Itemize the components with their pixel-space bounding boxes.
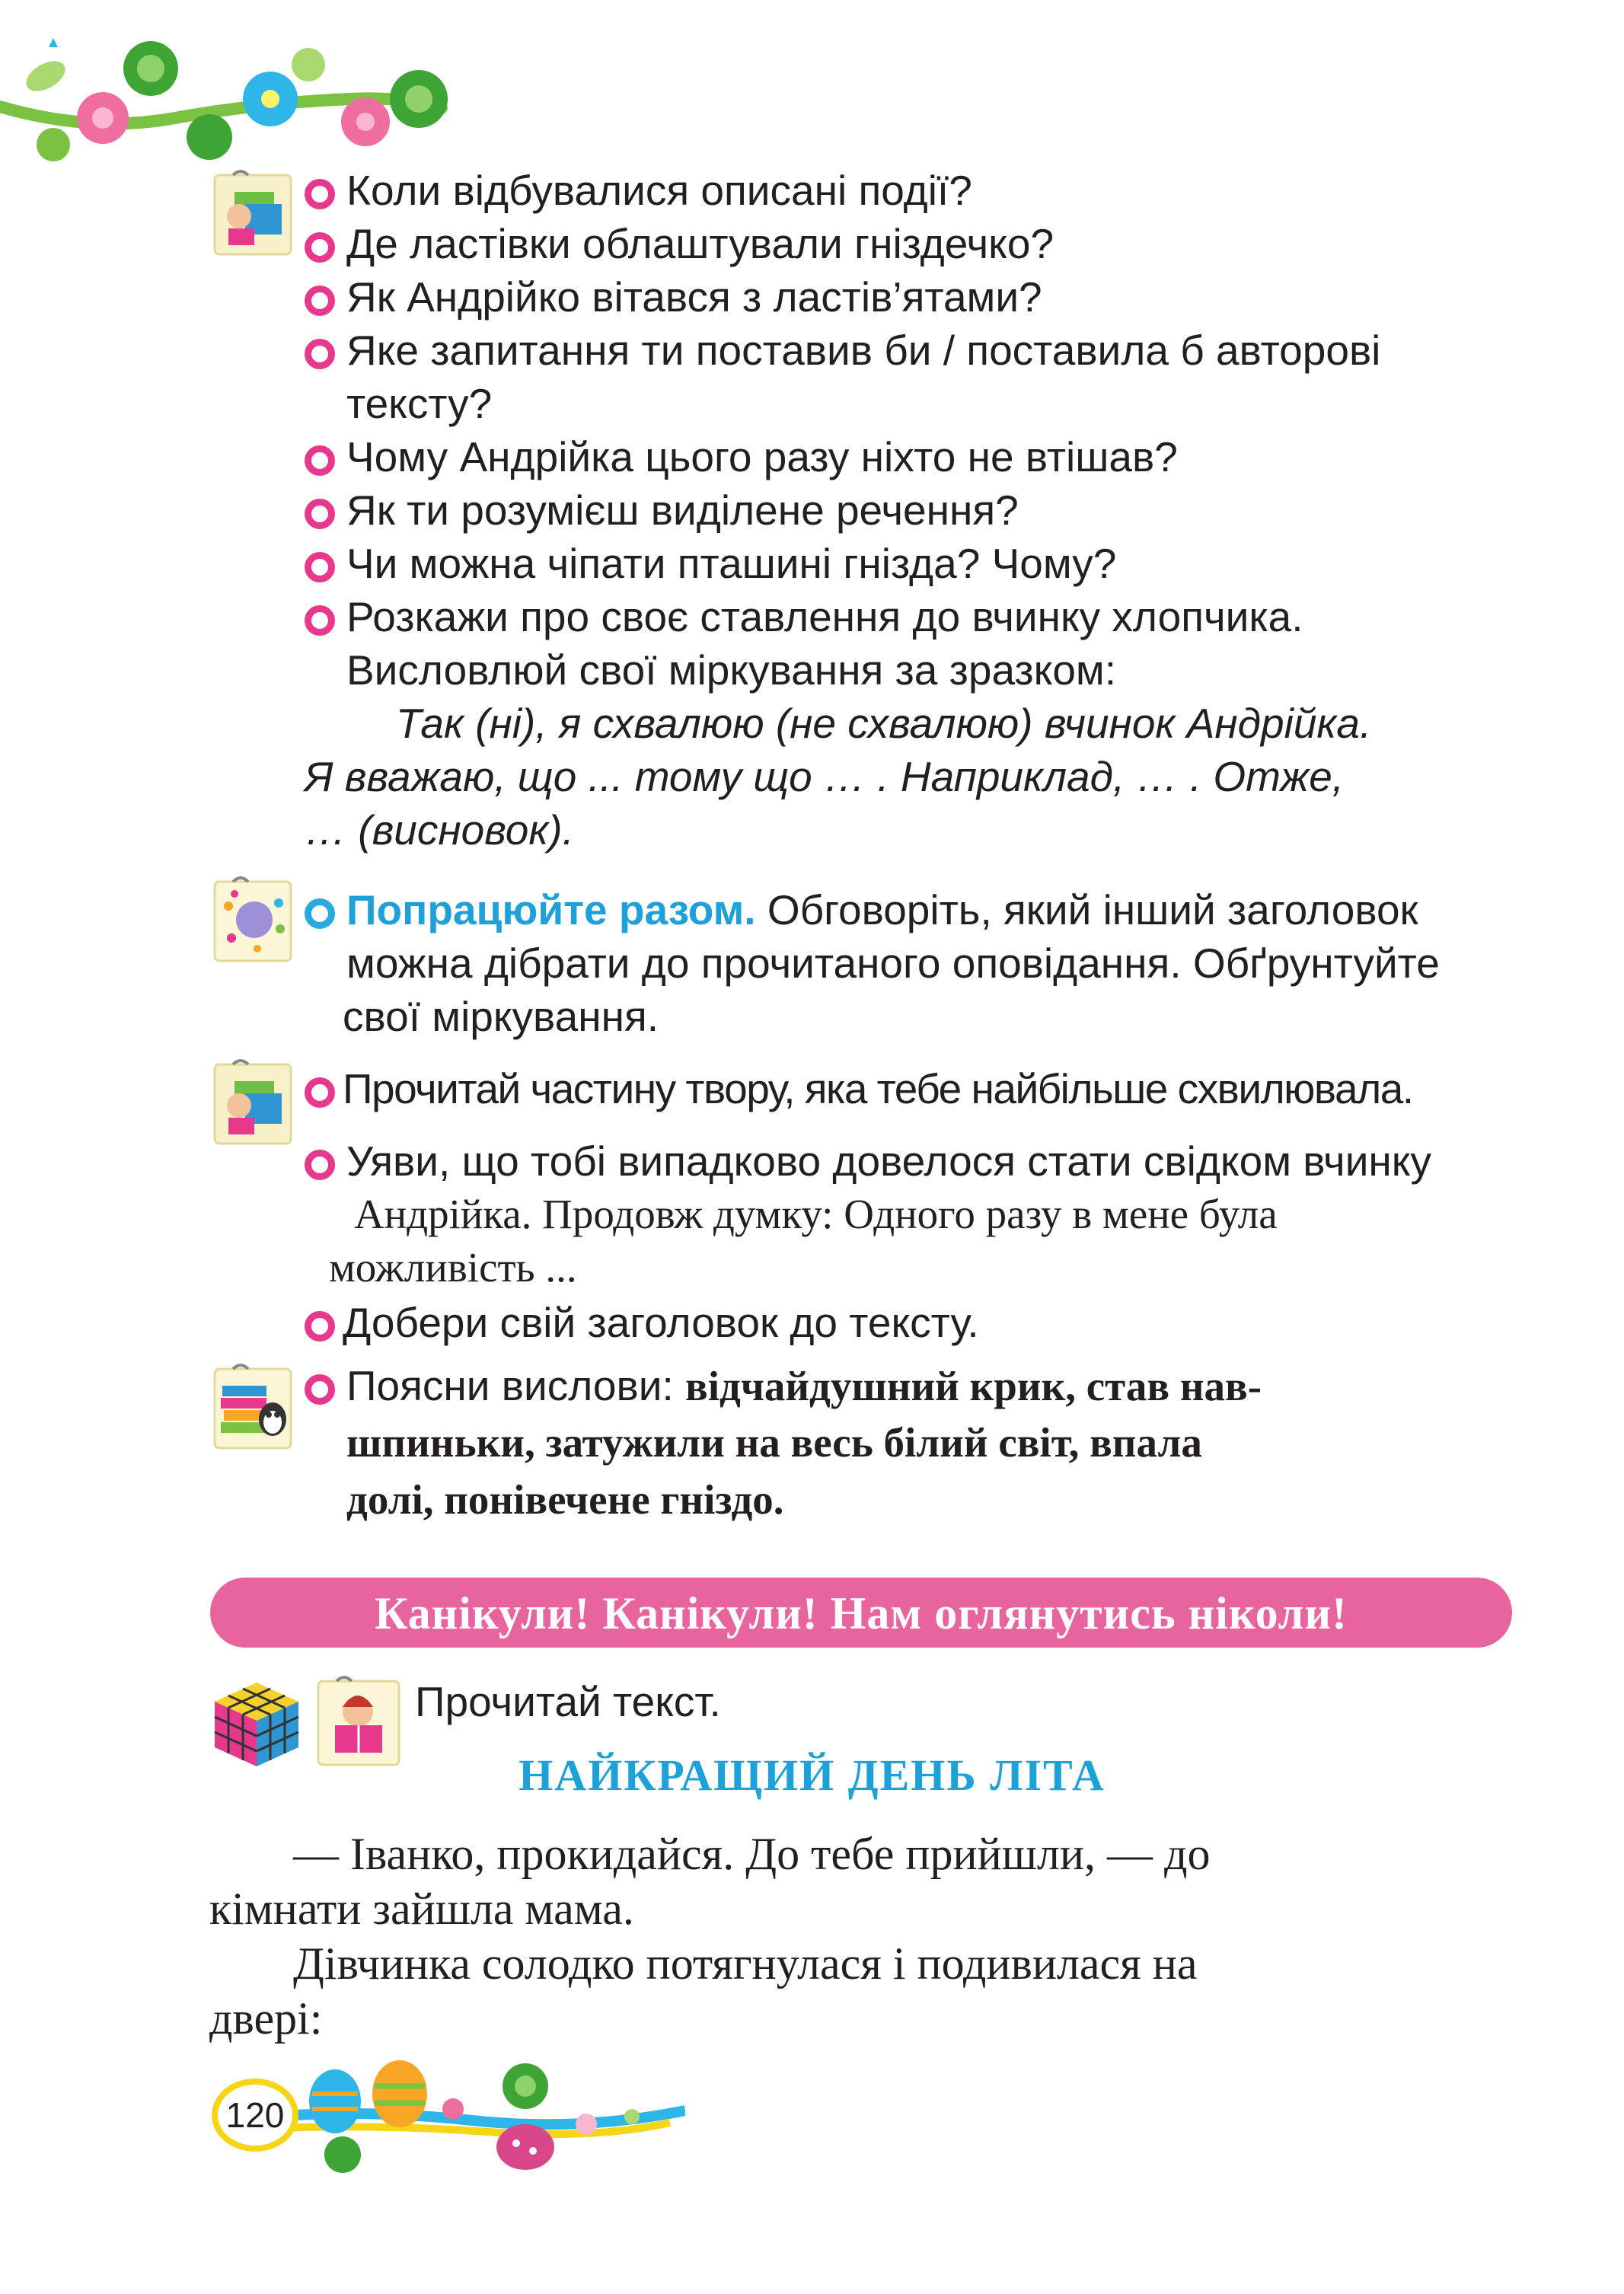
pattern-line: Я вважаю, що ... тому що … . Наприклад, … . Отже, xyxy=(305,753,1345,800)
pattern-line: Так (ні), я схвалюю (не схвалюю) вчинок Андрійка. xyxy=(396,700,1372,747)
flower-vine-decoration xyxy=(0,23,457,175)
list-bullet xyxy=(305,286,335,316)
reading-task-icon xyxy=(212,169,295,259)
vocab-task-line: долі, понівечене гніздо. xyxy=(346,1476,784,1523)
list-bullet xyxy=(305,1077,335,1108)
question-item: Уяви, що тобі випадково довелося стати свідком вчинку xyxy=(346,1137,1431,1185)
vocab-task-line xyxy=(346,1359,1262,1413)
question-item: Чи можна чіпати пташині гнізда? Чому? xyxy=(346,540,1117,587)
question-item: Як Андрійко вітався з ластів’ятами? xyxy=(346,273,1042,321)
question-item: Коли відбувалися описані події? xyxy=(346,167,972,214)
group-work-icon xyxy=(212,876,295,965)
book-stack-icon xyxy=(212,1363,295,1453)
question-item: Як ти розумієш виділене речення? xyxy=(346,487,1019,534)
question-item: Добери свій заголовок до тексту. xyxy=(343,1299,979,1346)
story-title: НАЙКРАЩИЙ ДЕНЬ ЛІТА xyxy=(518,1750,1106,1800)
group-task-text: Обговоріть, який інший заголовок xyxy=(767,886,1418,933)
question-item: Розкажи про своє ставлення до вчинку хлопчика. xyxy=(346,593,1303,640)
banner-text: Канікули! Канікули! Нам оглянутись ніколи! xyxy=(374,1588,1348,1638)
pattern-line: … (висновок). xyxy=(305,806,574,853)
story-line: Дівчинка солодко потягнулася і подивилася на xyxy=(293,1938,1198,1989)
list-bullet xyxy=(305,339,335,369)
group-task-line xyxy=(346,883,1418,936)
page-number: 120 xyxy=(212,2079,298,2152)
list-bullet xyxy=(305,179,335,209)
vocab-task-lead: Поясни вислови: xyxy=(346,1362,674,1409)
reading-task-icon xyxy=(212,1058,295,1148)
list-bullet xyxy=(305,605,335,636)
list-bullet xyxy=(305,445,335,476)
list-bullet xyxy=(305,1374,335,1405)
read-instruction: Прочитай текст. xyxy=(415,1678,721,1725)
story-line: — Іванко, прокидайся. До тебе прийшли, — до xyxy=(293,1829,1211,1879)
easter-eggs-decoration xyxy=(274,2040,685,2178)
list-bullet xyxy=(305,232,335,263)
story-line: кімнати зайшла мама. xyxy=(209,1884,634,1934)
vocab-task-phrases: відчайдушний крик, став нав- xyxy=(685,1363,1262,1409)
list-bullet xyxy=(305,1150,335,1180)
question-item-continuation: Андрійка. Продовж думку: Одного разу в мене була xyxy=(354,1191,1278,1237)
group-task-label: Попрацюйте разом. xyxy=(346,886,756,933)
question-item-continuation: Висловлюй свої міркування за зразком: xyxy=(346,646,1117,694)
vocab-task-line: шпиньки, затужили на весь білий світ, впала xyxy=(346,1419,1202,1466)
question-item-continuation: тексту? xyxy=(346,380,493,427)
question-item: Прочитай частину твору, яка тебе найбільше схвилювала. xyxy=(343,1065,1413,1112)
list-bullet xyxy=(305,898,335,929)
list-bullet xyxy=(305,552,335,582)
list-bullet xyxy=(305,1311,335,1342)
question-item: Яке запитання ти поставив би / поставила б авторові xyxy=(346,327,1381,374)
story-line: двері: xyxy=(209,1993,323,2044)
group-task-line: можна дібрати до прочитаного оповідання. Обґрунтуйте xyxy=(346,940,1440,987)
question-item: Де ластівки облаштували гніздечко? xyxy=(346,220,1054,267)
question-item: Чому Андрійка цього разу ніхто не втішав? xyxy=(346,433,1178,480)
section-banner xyxy=(210,1578,1512,1648)
question-item-continuation: можливість ... xyxy=(329,1244,577,1291)
list-bullet xyxy=(305,499,335,529)
group-task-line: свої міркування. xyxy=(343,993,659,1040)
